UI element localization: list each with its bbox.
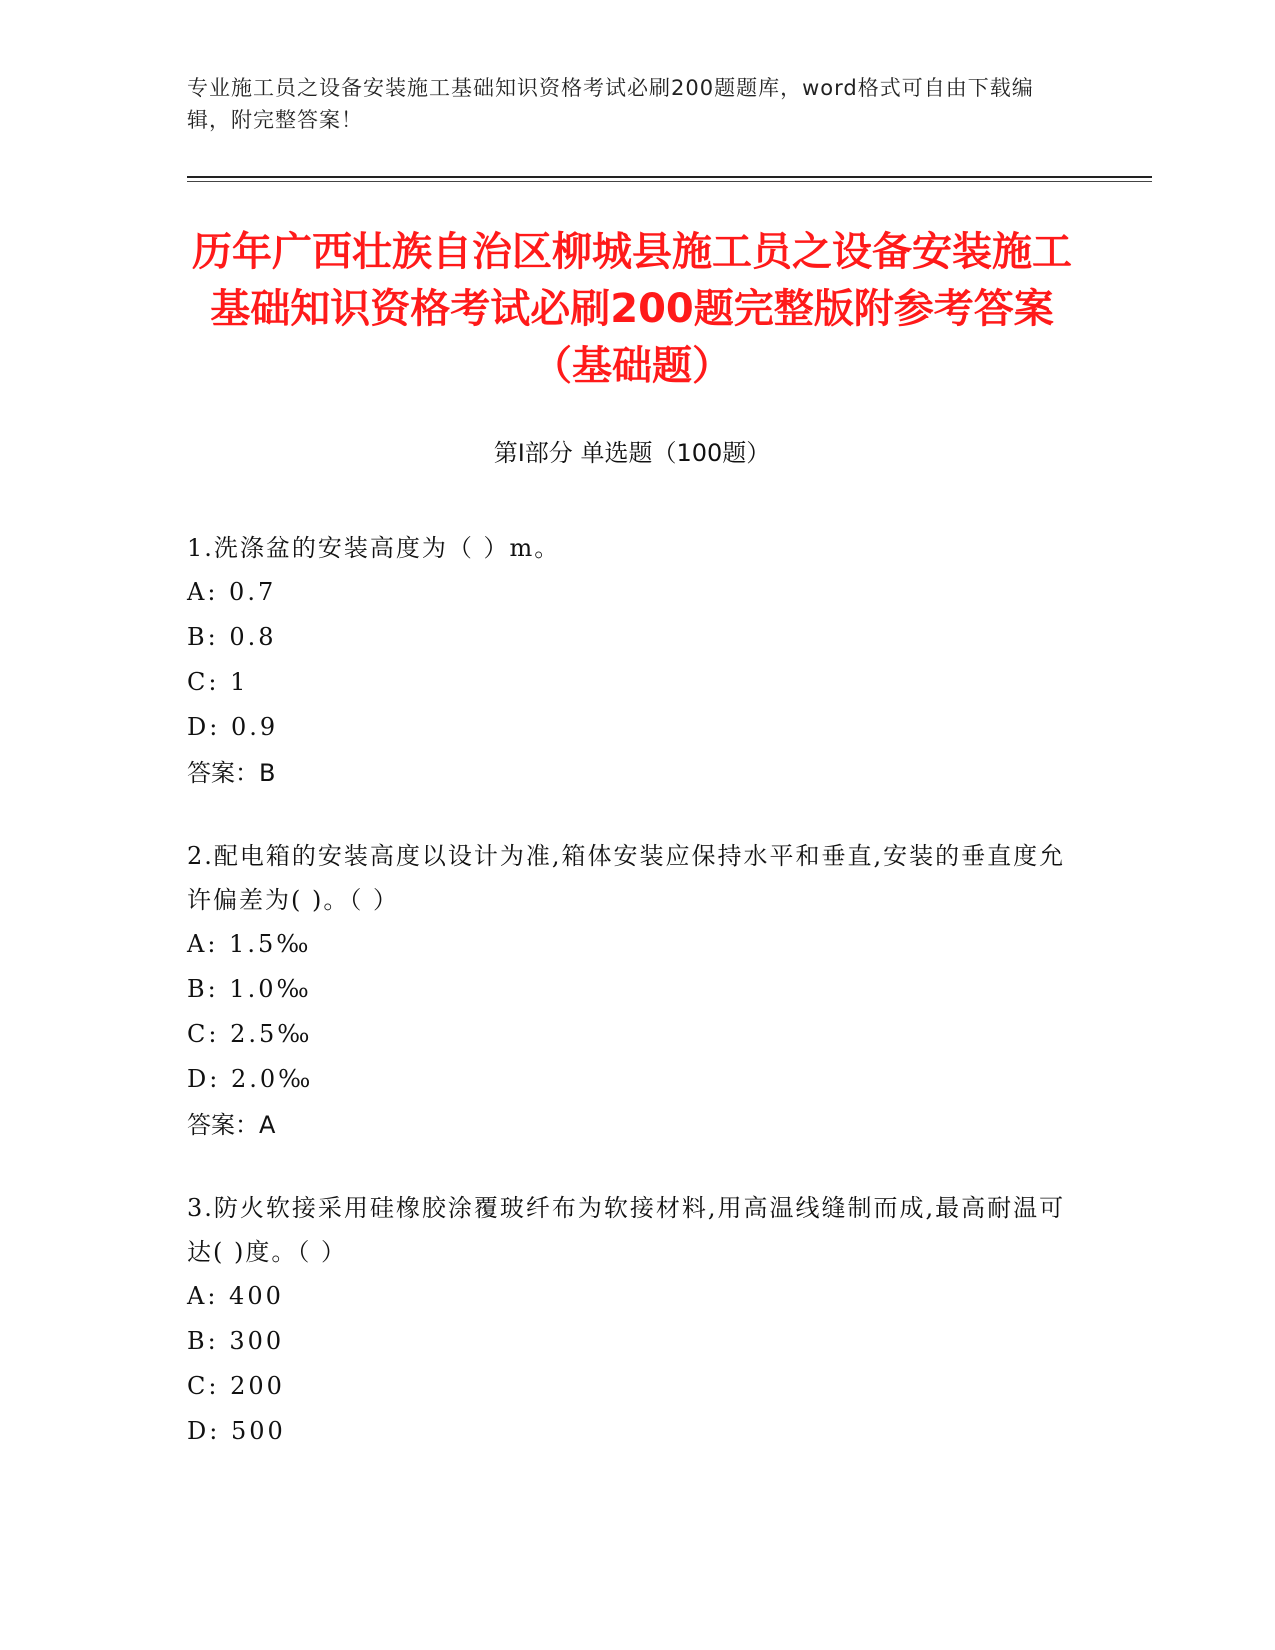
option-d: D: 2.0‰ <box>187 1065 314 1093</box>
question-list <box>187 526 1067 1492</box>
option-a: A: 0.7 <box>187 578 277 606</box>
question-stem: 1.洗涤盆的安装高度为（ ）m。 <box>187 534 561 562</box>
header-rule-thick <box>187 176 1152 178</box>
option-d: D: 0.9 <box>187 713 279 741</box>
option-a: A: 1.5‰ <box>187 930 312 958</box>
section-heading: 第Ⅰ部分 单选题（100题） <box>493 439 771 467</box>
question-2 <box>187 834 1067 1148</box>
question-answer: 答案：B <box>187 759 276 787</box>
document-title: 历年广西壮族自治区柳城县施工员之设备安装施工基础知识资格考试必刷200题完整版附参考答案（基础题） <box>192 229 1072 389</box>
question-answer: 答案：A <box>187 1111 276 1139</box>
option-c: C: 1 <box>187 668 249 696</box>
question-stem: 2.配电箱的安装高度以设计为准,箱体安装应保持水平和垂直,安装的垂直度允许偏差为( )。（ ） <box>187 842 1066 914</box>
option-c: C: 2.5‰ <box>187 1020 313 1048</box>
option-b: B: 300 <box>187 1327 285 1355</box>
header-rule-thin <box>187 181 1152 182</box>
question-1 <box>187 526 1067 796</box>
option-b: B: 1.0‰ <box>187 975 312 1003</box>
option-a: A: 400 <box>187 1282 284 1310</box>
option-d: D: 500 <box>187 1417 286 1445</box>
question-3 <box>187 1186 1067 1454</box>
option-c: C: 200 <box>187 1372 285 1400</box>
header-note: 专业施工员之设备安装施工基础知识资格考试必刷200题题库，word格式可自由下载编辑，附完整答案！ <box>187 76 1034 132</box>
option-b: B: 0.8 <box>187 623 277 651</box>
question-stem: 3.防火软接采用硅橡胶涂覆玻纤布为软接材料,用高温线缝制而成,最高耐温可达( )度。（ ） <box>187 1194 1066 1266</box>
